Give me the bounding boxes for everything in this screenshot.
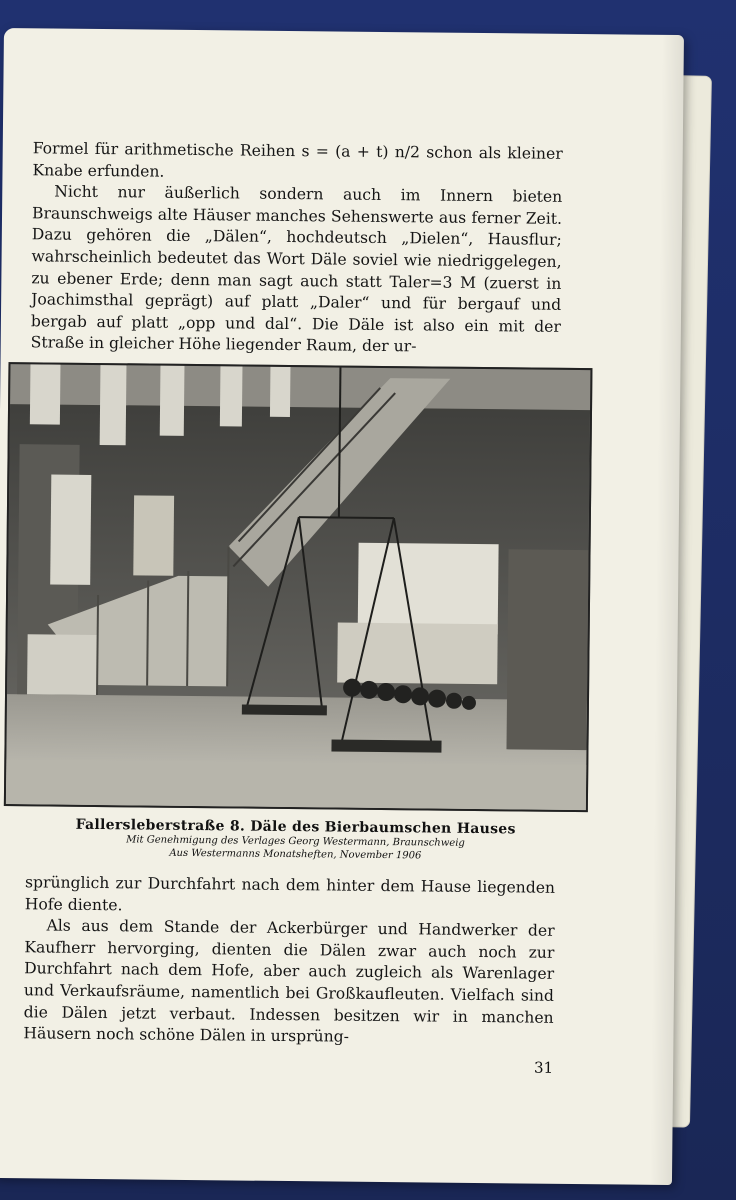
page-number: 31 xyxy=(533,1058,554,1077)
paragraph: Als aus dem Stande der Ackerbürger und Handwerker der Kaufherr hervorging, dienten die Dälen zwar auch noch zur Durchfahrt nach dem Hofe, aber auch zugleich als Warenlager und Verkaufsräume, namentlich bei Großkaufleuten. Vielfach sind die Dälen jetzt verbaut. Indessen besitzen wir in manchen Häusern noch schöne Dälen in ursprüng- xyxy=(23,916,555,1046)
figure xyxy=(3,362,592,864)
paragraph: sprünglich zur Durchfahrt nach dem hinter dem Hause liegenden Hofe diente. xyxy=(24,873,556,914)
caption-source: Aus Westermanns Monatsheften, November 1906 xyxy=(169,847,422,862)
caption-credit: Mit Genehmigung des Verlages Georg Westermann, Braunschweig xyxy=(126,834,465,849)
body-text-top xyxy=(31,138,563,359)
hall-photograph xyxy=(4,362,593,812)
figure-caption xyxy=(3,816,587,864)
paragraph: Formel für arithmetische Reihen s = (a + t) n/2 schon als kleiner Knabe erfunden. xyxy=(32,139,563,181)
caption-title: Fallersleberstraße 8. Däle des Bierbaumschen Hauses xyxy=(75,816,516,838)
page-content xyxy=(23,138,563,1076)
paragraph: Nicht nur äußerlich sondern auch im Innern bieten Braunschweigs alte Häuser manches Sehenswerte aus ferner Zeit. Dazu gehören die „Dälen“, hochdeutsch „Dielen“, Hausflur; wahrscheinlich bedeutet das Wort Däle soviel wie niedriggelegen, zu ebener Erde; denn man sagt auch statt Taler=3 M (zuerst in Joachimsthal geprägt) auf platt „Daler“ und für bergauf und bergab auf platt „opp und dal“. Die Däle ist also ein mit der Straße in gleicher Höhe liegender Raum, der ur- xyxy=(30,182,563,356)
book-page xyxy=(0,28,684,1185)
body-text-bottom xyxy=(23,872,555,1050)
